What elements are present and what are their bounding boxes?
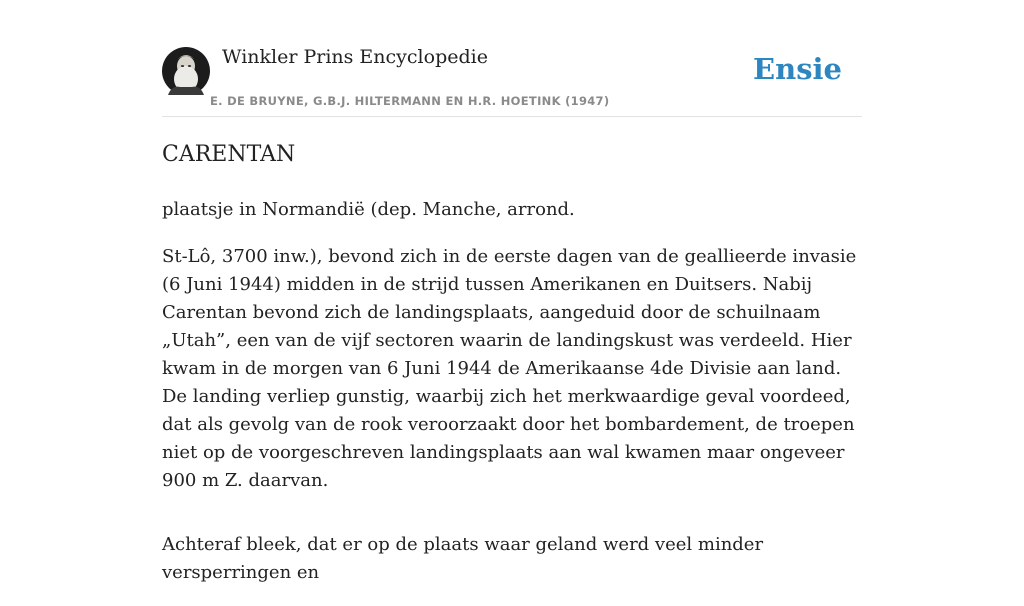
article-paragraph: plaatsje in Normandië (dep. Manche, arrond. xyxy=(162,199,575,220)
article-headword: CARENTAN xyxy=(162,142,296,167)
publication-authors: E. DE BRUYNE, G.B.J. HILTERMANN EN H.R. HOETINK (1947) xyxy=(210,94,610,108)
author-avatar xyxy=(162,47,210,95)
article-paragraph: St-Lô, 3700 inw.), bevond zich in de eerste dagen van de geallieerde invasie (6 Juni 1944) midden in de strijd tussen Amerikanen en Duitsers. Nabij Carentan bevond zich de landingsplaats, aangeduid door de schuilnaam „Utah”, een van de vijf sectoren waarin de landingskust was verdeeld. Hier kwam in de morgen van 6 Juni 1944 de Amerikaanse 4de Divisie aan land. De landing verliep gunstig, waarbij zich het merkwaardige geval voordeed, dat als gevolg van de rook veroorzaakt door het bombardement, de troepen niet op de voorgeschreven landingsplaats aan wal kwamen maar ongeveer 900 m Z. daarvan. xyxy=(162,246,857,491)
publication-title[interactable]: Winkler Prins Encyclopedie xyxy=(222,46,488,68)
site-header xyxy=(162,0,862,117)
brand-logo[interactable]: Ensie xyxy=(753,52,842,86)
portrait-image xyxy=(162,47,210,95)
article-body xyxy=(162,140,866,606)
article-paragraph: Achteraf bleek, dat er op de plaats waar geland werd veel minder versperringen en xyxy=(162,534,764,583)
